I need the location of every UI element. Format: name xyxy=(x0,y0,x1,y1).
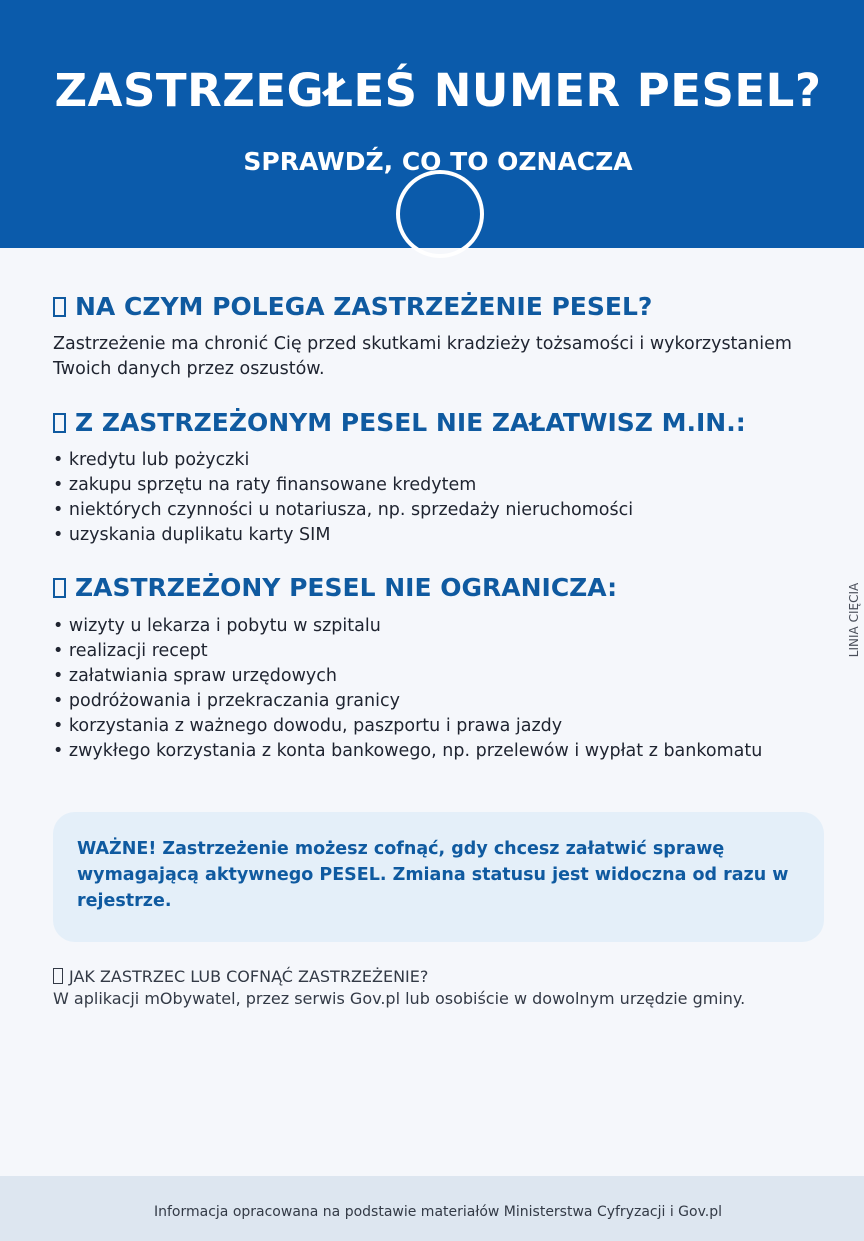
section-heading-text: NA CZYM POLEGA ZASTRZEŻENIE PESEL? xyxy=(75,292,653,321)
section-heading-not-limited xyxy=(53,571,617,605)
cut-line-label: LINIA CIĘCIA xyxy=(847,582,861,658)
section-description: Zastrzeżenie ma chronić Cię przed skutkami kradzieży tożsamości i wykorzystaniem Twoich danych przez oszustów. xyxy=(53,334,792,379)
section-heading-text: Z ZASTRZEŻONYM PESEL NIE ZAŁATWISZ M.IN.: xyxy=(75,408,746,437)
page-subtitle: SPRAWDŹ, CO TO OZNACZA xyxy=(243,147,633,176)
howto-answer: W aplikacji mObywatel, przez serwis Gov.pl lub osobiście w dowolnym urzędzie gminy. xyxy=(53,989,746,1008)
list-item: • załatwiania spraw urzędowych xyxy=(53,664,813,689)
list-item: • uzyskania duplikatu karty SIM xyxy=(53,523,813,548)
footer xyxy=(0,1176,864,1241)
missing-glyph-icon xyxy=(53,578,66,598)
howto-question xyxy=(53,966,428,988)
section-heading-restrictions xyxy=(53,406,746,440)
important-callout-text: WAŻNE! Zastrzeżenie możesz cofnąć, gdy chcesz załatwić sprawę wymagającą aktywnego PESEL. Zmiana statusu jest widoczna od razu w rejestrze. xyxy=(77,839,789,911)
important-callout xyxy=(53,812,824,942)
missing-glyph-icon xyxy=(53,968,63,984)
footer-text: Informacja opracowana na podstawie materiałów Ministerstwa Cyfryzacji i Gov.pl xyxy=(153,1204,723,1220)
circle-icon xyxy=(396,170,484,258)
list-item: • kredytu lub pożyczki xyxy=(53,448,813,473)
list-item: • zwykłego korzystania z konta bankowego, np. przelewów i wypłat z bankomatu xyxy=(53,739,813,764)
missing-glyph-icon xyxy=(53,413,66,433)
list-item: • realizacji recept xyxy=(53,639,813,664)
not-limited-list xyxy=(53,614,813,764)
section-heading-text: ZASTRZEŻONY PESEL NIE OGRANICZA: xyxy=(75,573,618,602)
restrictions-list xyxy=(53,448,813,548)
section-heading-what-is xyxy=(53,290,652,324)
missing-glyph-icon xyxy=(53,297,66,317)
list-item: • korzystania z ważnego dowodu, paszportu i prawa jazdy xyxy=(53,714,813,739)
header-banner xyxy=(0,0,864,248)
page-title: ZASTRZEGŁEŚ NUMER PESEL? xyxy=(54,64,822,117)
list-item: • podróżowania i przekraczania granicy xyxy=(53,689,813,714)
list-item: • zakupu sprzętu na raty finansowane kredytem xyxy=(53,473,813,498)
list-item: • niektórych czynności u notariusza, np. sprzedaży nieruchomości xyxy=(53,498,813,523)
list-item: • wizyty u lekarza i pobytu w szpitalu xyxy=(53,614,813,639)
howto-question-text: JAK ZASTRZEC LUB COFNĄĆ ZASTRZEŻENIE? xyxy=(69,967,429,986)
